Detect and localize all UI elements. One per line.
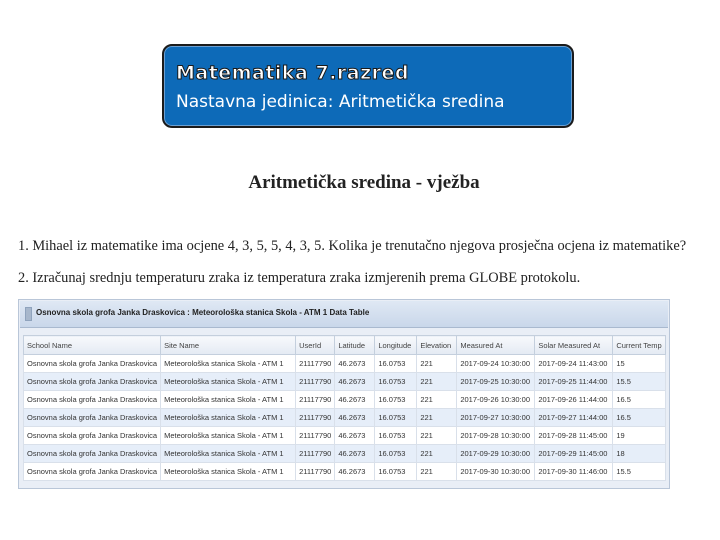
banner-subtitle: Nastavna jedinica: Aritmetička sredina — [176, 92, 505, 112]
grip-icon — [25, 307, 32, 321]
cell-longitude: 16.0753 — [375, 409, 417, 427]
cell-elevation: 221 — [417, 355, 457, 373]
cell-current-temp: 15.5 — [613, 463, 665, 481]
cell-school-name: Osnovna skola grofa Janka Draskovica — [24, 427, 161, 445]
cell-school-name: Osnovna skola grofa Janka Draskovica — [24, 463, 161, 481]
cell-current-temp: 15.5 — [613, 373, 665, 391]
exercise-heading: Aritmetička sredina - vježba — [248, 172, 480, 193]
cell-school-name: Osnovna skola grofa Janka Draskovica — [24, 391, 161, 409]
task-1: 1. Mihael iz matematike ima ocjene 4, 3, 5, 5, 4, 3, 5. Kolika je trenutačno njegova prosječna ocjena iz matematike? — [18, 238, 687, 254]
data-table-title: Osnovna skola grofa Janka Draskovica : Meteorološka stanica Skola - ATM 1 Data Table — [36, 308, 370, 317]
cell-user-id: 21117790 — [296, 373, 335, 391]
cell-solar-measured-at: 2017-09-28 11:45:00 — [535, 427, 613, 445]
cell-user-id: 21117790 — [296, 463, 335, 481]
cell-elevation: 221 — [417, 463, 457, 481]
cell-measured-at: 2017-09-26 10:30:00 — [457, 391, 535, 409]
table-row[interactable] — [24, 373, 666, 391]
cell-user-id: 21117790 — [296, 391, 335, 409]
cell-current-temp: 19 — [613, 427, 665, 445]
column-header[interactable]: Elevation — [417, 336, 457, 355]
table-row[interactable] — [24, 409, 666, 427]
table-row[interactable] — [24, 427, 666, 445]
table-row[interactable] — [24, 391, 666, 409]
column-header[interactable]: Current Temp — [613, 336, 665, 355]
cell-site-name: Meteorološka stanica Skola - ATM 1 — [161, 409, 296, 427]
banner-title: Matematika 7.razred — [176, 62, 410, 84]
column-header[interactable]: Measured At — [457, 336, 535, 355]
cell-measured-at: 2017-09-24 10:30:00 — [457, 355, 535, 373]
cell-solar-measured-at: 2017-09-25 11:44:00 — [535, 373, 613, 391]
cell-current-temp: 16.5 — [613, 391, 665, 409]
cell-site-name: Meteorološka stanica Skola - ATM 1 — [161, 355, 296, 373]
cell-longitude: 16.0753 — [375, 391, 417, 409]
cell-site-name: Meteorološka stanica Skola - ATM 1 — [161, 463, 296, 481]
cell-current-temp: 15 — [613, 355, 665, 373]
cell-latitude: 46.2673 — [335, 445, 375, 463]
cell-current-temp: 16.5 — [613, 409, 665, 427]
cell-latitude: 46.2673 — [335, 355, 375, 373]
cell-school-name: Osnovna skola grofa Janka Draskovica — [24, 445, 161, 463]
cell-elevation: 221 — [417, 445, 457, 463]
cell-site-name: Meteorološka stanica Skola - ATM 1 — [161, 427, 296, 445]
cell-measured-at: 2017-09-27 10:30:00 — [457, 409, 535, 427]
table-row[interactable] — [24, 463, 666, 481]
column-header[interactable]: Longitude — [375, 336, 417, 355]
cell-elevation: 221 — [417, 409, 457, 427]
table-row[interactable] — [24, 445, 666, 463]
data-table-window — [18, 299, 670, 489]
cell-longitude: 16.0753 — [375, 463, 417, 481]
data-table — [23, 335, 666, 481]
cell-user-id: 21117790 — [296, 355, 335, 373]
cell-latitude: 46.2673 — [335, 409, 375, 427]
column-header[interactable]: UserId — [296, 336, 335, 355]
cell-solar-measured-at: 2017-09-24 11:43:00 — [535, 355, 613, 373]
cell-latitude: 46.2673 — [335, 463, 375, 481]
cell-elevation: 221 — [417, 391, 457, 409]
cell-longitude: 16.0753 — [375, 355, 417, 373]
cell-longitude: 16.0753 — [375, 445, 417, 463]
task-2: 2. Izračunaj srednju temperaturu zraka iz temperatura zraka izmjerenih prema GLOBE protokolu. — [18, 270, 581, 286]
cell-user-id: 21117790 — [296, 427, 335, 445]
data-table-titlebar — [20, 301, 668, 328]
cell-measured-at: 2017-09-30 10:30:00 — [457, 463, 535, 481]
cell-elevation: 221 — [417, 373, 457, 391]
cell-solar-measured-at: 2017-09-30 11:46:00 — [535, 463, 613, 481]
cell-latitude: 46.2673 — [335, 427, 375, 445]
cell-measured-at: 2017-09-29 10:30:00 — [457, 445, 535, 463]
cell-solar-measured-at: 2017-09-26 11:44:00 — [535, 391, 613, 409]
column-header[interactable]: School Name — [24, 336, 161, 355]
cell-site-name: Meteorološka stanica Skola - ATM 1 — [161, 391, 296, 409]
column-header[interactable]: Solar Measured At — [535, 336, 613, 355]
table-row[interactable] — [24, 355, 666, 373]
cell-solar-measured-at: 2017-09-29 11:45:00 — [535, 445, 613, 463]
cell-measured-at: 2017-09-25 10:30:00 — [457, 373, 535, 391]
cell-elevation: 221 — [417, 427, 457, 445]
table-header-row — [24, 336, 666, 355]
title-banner — [162, 44, 574, 128]
cell-school-name: Osnovna skola grofa Janka Draskovica — [24, 355, 161, 373]
column-header[interactable]: Latitude — [335, 336, 375, 355]
cell-school-name: Osnovna skola grofa Janka Draskovica — [24, 409, 161, 427]
cell-site-name: Meteorološka stanica Skola - ATM 1 — [161, 445, 296, 463]
cell-longitude: 16.0753 — [375, 427, 417, 445]
cell-longitude: 16.0753 — [375, 373, 417, 391]
cell-solar-measured-at: 2017-09-27 11:44:00 — [535, 409, 613, 427]
cell-school-name: Osnovna skola grofa Janka Draskovica — [24, 373, 161, 391]
cell-latitude: 46.2673 — [335, 391, 375, 409]
cell-site-name: Meteorološka stanica Skola - ATM 1 — [161, 373, 296, 391]
cell-user-id: 21117790 — [296, 409, 335, 427]
cell-measured-at: 2017-09-28 10:30:00 — [457, 427, 535, 445]
cell-latitude: 46.2673 — [335, 373, 375, 391]
column-header[interactable]: Site Name — [161, 336, 296, 355]
cell-current-temp: 18 — [613, 445, 665, 463]
cell-user-id: 21117790 — [296, 445, 335, 463]
